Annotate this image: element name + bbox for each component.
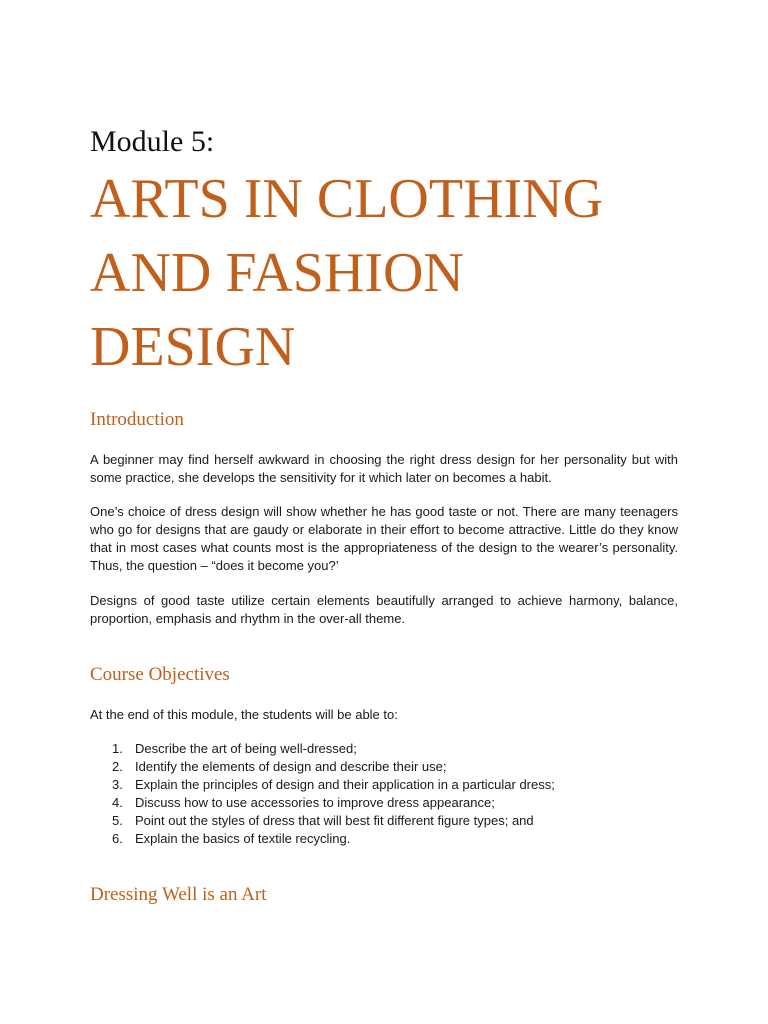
title-line-3: DESIGN xyxy=(90,316,296,378)
list-item xyxy=(90,794,555,812)
list-item-number: 2. xyxy=(112,759,123,774)
introduction-heading: Introduction xyxy=(90,409,184,430)
dressing-well-heading: Dressing Well is an Art xyxy=(90,884,267,905)
module-label: Module 5: xyxy=(90,125,215,158)
objectives-list xyxy=(90,740,555,848)
list-item-text: Identify the elements of design and describe their use; xyxy=(135,759,447,774)
list-item xyxy=(90,776,555,794)
list-item-number: 5. xyxy=(112,813,123,828)
list-item-text: Describe the art of being well-dressed; xyxy=(135,741,357,756)
list-item-text: Point out the styles of dress that will best fit different figure types; and xyxy=(135,813,534,828)
module-title xyxy=(90,162,603,384)
introduction-paragraph-3: Designs of good taste utilize certain elements beautifully arranged to achieve harmony, balance, proportion, emphasis and rhythm in the over-all theme. xyxy=(90,593,678,626)
list-item-number: 4. xyxy=(112,795,123,810)
course-objectives-intro: At the end of this module, the students will be able to: xyxy=(90,707,398,722)
list-item xyxy=(90,758,555,776)
list-item-number: 1. xyxy=(112,741,123,756)
list-item-text: Explain the principles of design and their application in a particular dress; xyxy=(135,777,555,792)
title-line-2: AND FASHION xyxy=(90,242,464,304)
list-item-text: Discuss how to use accessories to improve dress appearance; xyxy=(135,795,495,810)
course-objectives-heading: Course Objectives xyxy=(90,664,230,685)
list-item xyxy=(90,812,555,830)
list-item xyxy=(90,740,555,758)
introduction-paragraph-1: A beginner may find herself awkward in choosing the right dress design for her personality but with some practice, she develops the sensitivity for it which later on becomes a habit. xyxy=(90,452,678,485)
introduction-paragraph-2: One’s choice of dress design will show whether he has good taste or not. There are many teenagers who go for designs that are gaudy or elaborate in their effort to become attractive. Little do they know that in most cases what counts most is the appropriateness of the design to the wearer’s personality. Thus, the question – “does it become you?’ xyxy=(90,504,678,573)
list-item xyxy=(90,830,555,848)
list-item-text: Explain the basics of textile recycling. xyxy=(135,831,351,846)
title-line-1: ARTS IN CLOTHING xyxy=(90,168,604,230)
list-item-number: 6. xyxy=(112,831,123,846)
list-item-number: 3. xyxy=(112,777,123,792)
